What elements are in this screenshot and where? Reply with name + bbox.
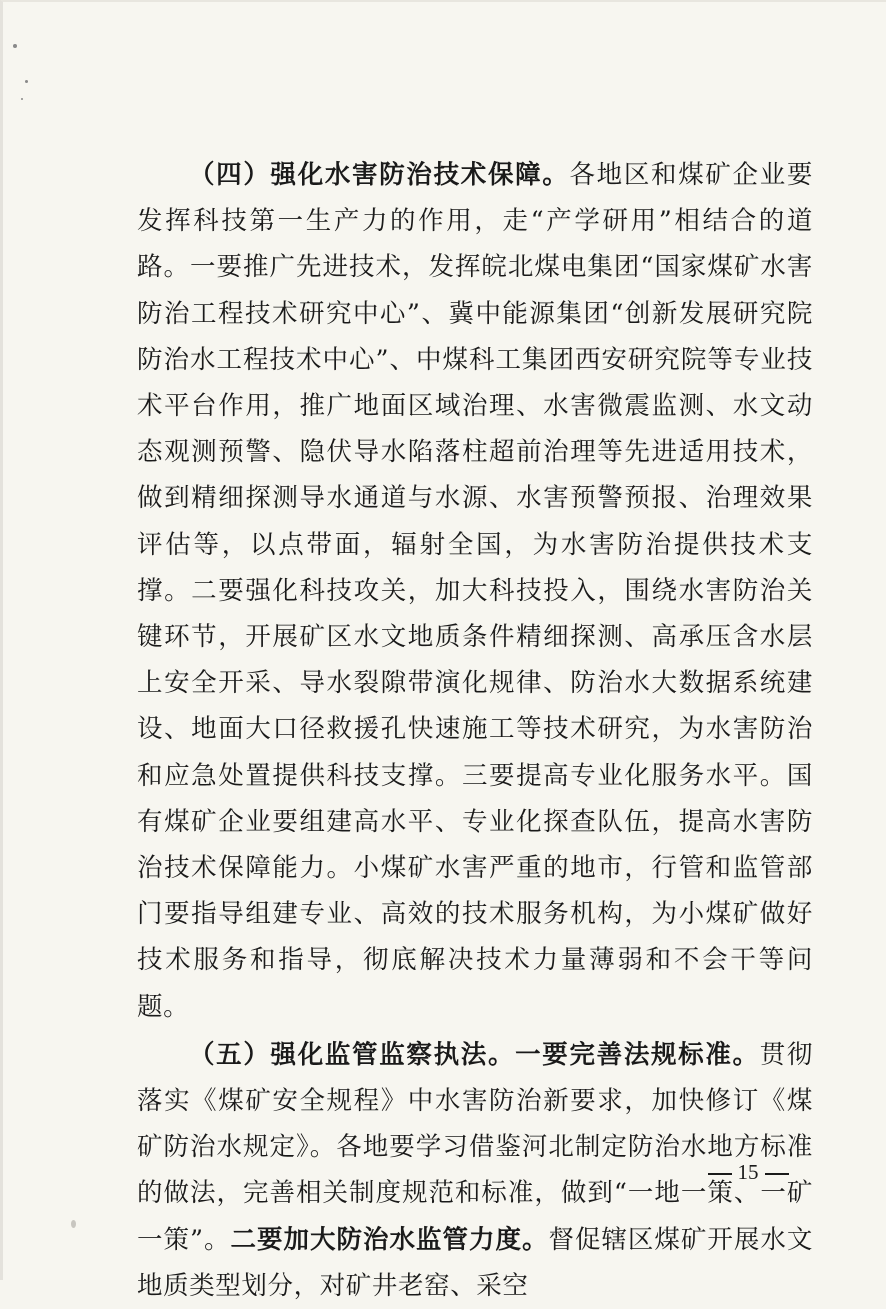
page-number-value: 15 <box>737 1160 759 1184</box>
section-five-point-two-heading: 二要加大防治水监管力度。 <box>230 1224 549 1255</box>
document-body <box>137 152 813 1309</box>
section-five-point-two-body: 督促辖区煤矿开展水文地质类型划分，对矿井老窑、采空 <box>137 1224 813 1301</box>
scan-speck <box>21 98 23 100</box>
paragraph-section-four <box>137 152 813 1030</box>
scan-speck <box>71 1220 76 1228</box>
section-five-point-one-body: 贯彻落实《煤矿安全规程》中水害防治新要求，加快修订《煤矿防治水规定》。各地要学习借鉴河北制定防治水地方标准的做法，完善相关制度规范和标准，做到“一地一策、一矿一策”。 <box>137 1039 813 1255</box>
scan-speck <box>25 80 28 83</box>
page-number-right-dash <box>765 1173 789 1175</box>
scan-speck <box>13 44 17 48</box>
page-number-left-dash <box>708 1173 732 1175</box>
section-four-heading: （四）强化水害防治技术保障。 <box>189 160 570 190</box>
page-number <box>693 1160 803 1185</box>
section-four-body: 各地区和煤矿企业要发挥科技第一生产力的作用，走“产学研用”相结合的道路。一要推广先进技术，发挥皖北煤电集团“国家煤矿水害防治工程技术研究中心”、冀中能源集团“创新发展研究院防治水工程技术中心”、中煤科工集团西安研究院等专业技术平台作用，推广地面区域治理、水害微震监测、水文动态观测预警、隐伏导水陷落柱超前治理等先进适用技术，做到精细探测导水通道与水源、水害预警预报、治理效果评估等，以点带面，辐射全国，为水害防治提供技术支撑。二要强化科技攻关，加大科技投入，围绕水害防治关键环节，开展矿区水文地质条件精细探测、高承压含水层上安全开采、导水裂隙带演化规律、防治水大数据系统建设、地面大口径救援孔快速施工等技术研究，为水害防治和应急处置提供科技支撑。三要提高专业化服务水平。国有煤矿企业要组建高水平、专业化探查队伍，提高水害防治技术保障能力。小煤矿水害严重的地市，行管和监管部门要指导组建专业、高效的技术服务机构，为小煤矿做好技术服务和指导，彻底解决技术力量薄弱和不会干等问题。 <box>137 160 813 1022</box>
section-five-point-one-heading: 一要完善法规标准。 <box>515 1039 760 1070</box>
section-five-heading: （五）强化监管监察执法。 <box>189 1039 516 1070</box>
